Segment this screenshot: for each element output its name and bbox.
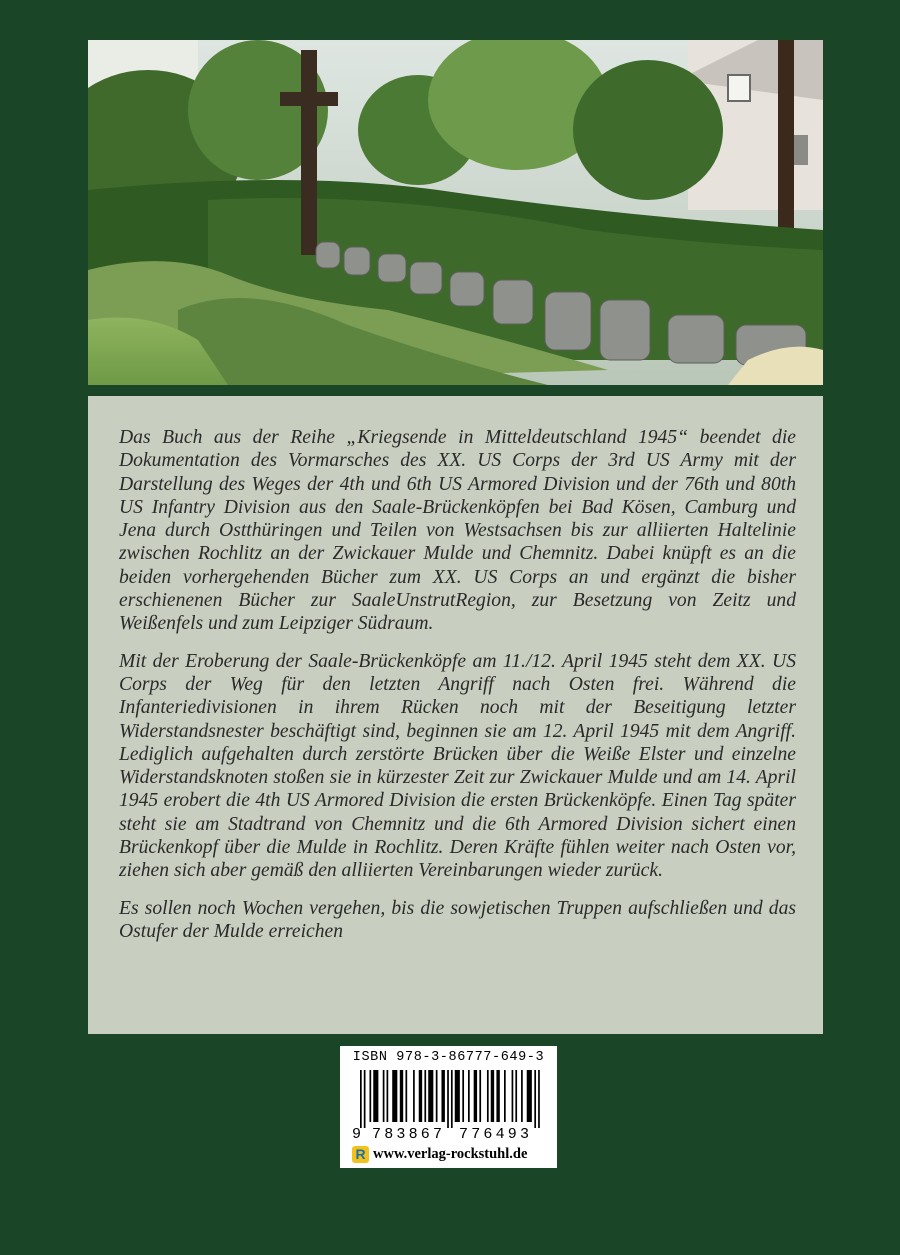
barcode-bar: [424, 1070, 426, 1122]
barcode-bar: [468, 1070, 470, 1122]
barcode-bar: [405, 1070, 407, 1122]
barcode-bar: [479, 1070, 481, 1122]
barcode-bar: [392, 1070, 397, 1122]
barcode-bar: [400, 1070, 403, 1122]
barcode-bar: [491, 1070, 494, 1122]
barcode-bar: [364, 1070, 366, 1128]
barcode-bar: [534, 1070, 536, 1128]
description-paragraph-1: Das Buch aus der Reihe „Kriegsende in Mitteldeutschland 1945“ beendet die Dokumentation des Vormarsches des XX. US Corps der 3rd US Army mit der Darstellung des Weges der 4th und 6th US Armored Division und der 76th und 80th US Infantry Division aus den Saale-Brückenköpfen bei Bad Kösen, Camburg und Jena durch Ostthüringen und Teilen von Westsachsen bis zur alliierten Haltelinie zwischen Rochlitz an der Zwickauer Mulde und Chemnitz. Dabei knüpft es an die beiden vorhergehenden Bücher zum XX. US Corps an und ergänzt die bisher erschienenen Bücher zur SaaleUnstrutRegion, zur Besetzung von Zeitz und Weißenfels und zum Leipziger Südraum.: [119, 427, 796, 635]
barcode-bar: [462, 1070, 464, 1122]
barcode-bar: [369, 1070, 371, 1122]
description-panel: [88, 396, 823, 1034]
barcode-bar: [373, 1070, 378, 1122]
barcode-bar: [451, 1070, 453, 1128]
barcode-bar: [487, 1070, 489, 1122]
barcode-bar: [496, 1070, 499, 1122]
barcode-bar: [538, 1070, 540, 1128]
barcode-bar: [504, 1070, 506, 1122]
cover-photo: [88, 40, 823, 385]
barcode-bar: [441, 1070, 444, 1122]
barcode-bar: [428, 1070, 433, 1122]
publisher-url: www.verlag-rockstuhl.de: [373, 1146, 528, 1162]
barcode-bar: [521, 1070, 523, 1122]
description-paragraph-2: Mit der Eroberung der Saale-Brückenköpfe am 11./12. April 1945 steht dem XX. US Corps der Weg für den letzten Angriff nach Osten frei. Während die Infanteriedivisionen in ihrem Rücken noch mit der Beseitigung letzter Widerstandsnester beschäftigt sind, beginnen sie am 12. April 1945 mit dem Angriff. Lediglich aufgehalten durch zerstörte Brücken über die Weiße Elster und einzelne Widerstandsknoten stoßen sie in kürzester Zeit zur Zwickauer Mulde und am 14. April 1945 erobert die 4th US Armored Division die ersten Brückenköpfe. Einen Tag später steht sie am Stadtrand von Chemnitz und die 6th Armored Division sichert einen Brückenkopf über die Mulde in Rochlitz. Deren Kräfte fühlen weiter nach Osten vor, ziehen sich aber gemäß den alliierten Vereinbarungen wieder zurück.: [119, 650, 796, 882]
publisher-line: [348, 1145, 553, 1165]
cemetery-photo-image: [88, 40, 823, 385]
barcode-bar: [474, 1070, 477, 1122]
barcode-bar: [515, 1070, 517, 1122]
publisher-logo-letter: R: [355, 1146, 366, 1162]
description-paragraph-3: Es sollen noch Wochen vergehen, bis die sowjetischen Truppen aufschließen und das Ostufer der Mulde erreichen: [119, 897, 796, 942]
barcode-bar: [419, 1070, 422, 1122]
barcode-bar: [527, 1070, 532, 1122]
publisher-logo-icon: [352, 1146, 369, 1163]
barcode-bar: [383, 1070, 385, 1122]
barcode-digits-left: 783867: [372, 1126, 446, 1143]
barcode-digits: [348, 1126, 553, 1144]
barcode-bar: [387, 1070, 389, 1122]
isbn-barcode: [340, 1046, 557, 1168]
barcode-bar: [455, 1070, 460, 1122]
barcode-bar: [360, 1070, 362, 1128]
barcode-digits-right: 776493: [459, 1126, 533, 1143]
barcode-bar: [436, 1070, 438, 1122]
isbn-label: ISBN 978-3-86777-649-3: [352, 1050, 545, 1065]
barcode-bar: [413, 1070, 415, 1122]
barcode-bar: [447, 1070, 449, 1128]
barcode-bar: [512, 1070, 514, 1122]
barcode-digit-lead: 9: [352, 1126, 362, 1143]
barcode-bars: [360, 1070, 540, 1128]
